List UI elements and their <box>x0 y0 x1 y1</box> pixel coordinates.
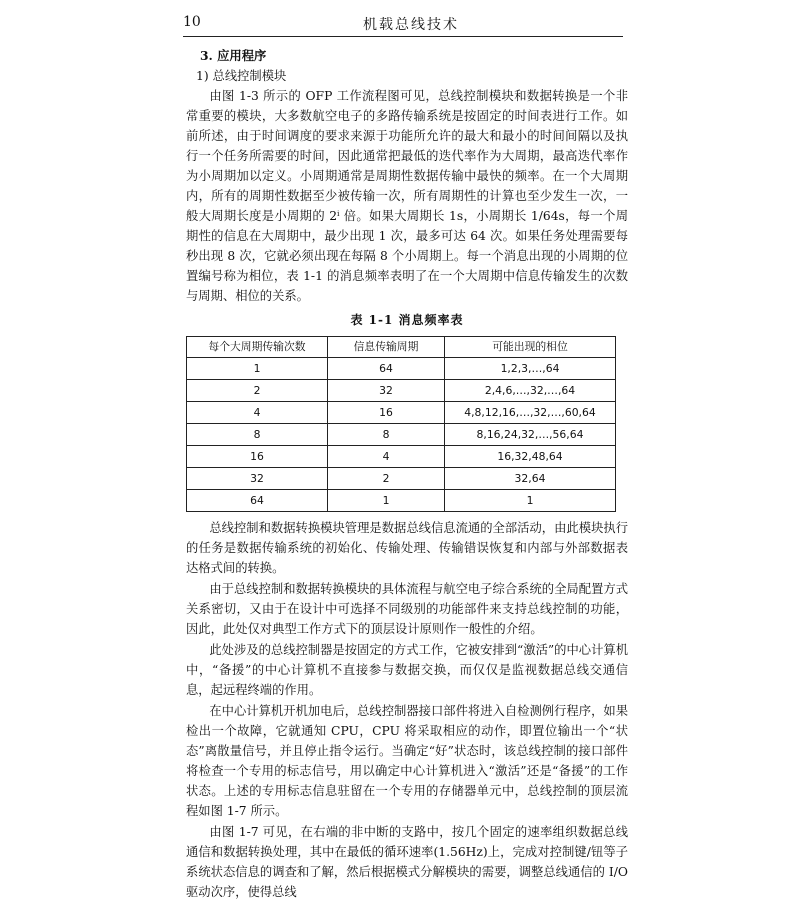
table-cell: 2 <box>328 468 445 490</box>
table-caption: 表 1-1 消息频率表 <box>350 313 464 327</box>
table-cell: 32 <box>328 380 445 402</box>
table-row <box>187 468 616 490</box>
table-cell: 16 <box>187 446 328 468</box>
table-row <box>187 424 616 446</box>
table-row <box>187 490 616 512</box>
section-heading: 3. 应用程序 <box>200 48 267 63</box>
table-cell: 64 <box>328 358 445 380</box>
table-cell: 8,16,24,32,…,56,64 <box>445 424 616 446</box>
paragraph: 在中心计算机开机加电后，总线控制器接口部件将进入自检测例行程序，如果检出一个故障，它就通知 CPU，CPU 将采取相应的动作，即置位输出一个“状态”离散量信号，并且停止指令运行。当确定“好”状态时，该总线控制的接口部件将检查一个专用的标志信号，用以确定中心计算机进入“激活”还是“备援”的工作状态。上述的专用标志信息驻留在一个专用的存储器单元中，总线控制的顶层流程如图 1-7 所示。 <box>186 704 628 818</box>
table-cell: 2,4,6,…,32,…,64 <box>445 380 616 402</box>
header-rule <box>183 36 623 37</box>
table-cell: 16,32,48,64 <box>445 446 616 468</box>
table-cell: 4,8,12,16,…,32,…,60,64 <box>445 402 616 424</box>
table-cell: 64 <box>187 490 328 512</box>
table-row <box>187 402 616 424</box>
message-frequency-table <box>186 336 616 512</box>
table-header-cell: 可能出现的相位 <box>445 337 616 358</box>
book-title: 机载总线技术 <box>363 17 459 33</box>
table-header-row <box>187 337 616 358</box>
table-cell: 2 <box>187 380 328 402</box>
table-cell: 1 <box>328 490 445 512</box>
table-cell: 32 <box>187 468 328 490</box>
paragraph: 由于总线控制和数据转换模块的具体流程与航空电子综合系统的全局配置方式关系密切，又由于在设计中可选择不同级别的功能部件来支持总线控制的功能，因此，此处仅对典型工作方式下的顶层设计原则作一般性的介绍。 <box>186 582 628 636</box>
table-cell: 1 <box>445 490 616 512</box>
table-row <box>187 446 616 468</box>
paragraph: 由图 1-7 可见，在右端的非中断的支路中，按几个固定的速率组织数据总线通信和数据转换处理，其中在最低的循环速率(1.56Hz)上，完成对控制键/钮等子系统状态信息的调查和了解，然后根据模式分解模块的需要，调整总线通信的 I/O 驱动次序，使得总线 <box>186 825 628 899</box>
paragraph: 此处涉及的总线控制器是按固定的方式工作，它被安排到“激活”的中心计算机中，“备援”的中心计算机不直接参与数据交换，而仅仅是监视数据总线交通信息，起远程终端的作用。 <box>186 643 628 697</box>
table-cell: 1,2,3,…,64 <box>445 358 616 380</box>
table-cell: 4 <box>328 446 445 468</box>
table-cell: 8 <box>328 424 445 446</box>
running-header <box>183 12 623 34</box>
table-row <box>187 380 616 402</box>
table-cell: 32,64 <box>445 468 616 490</box>
table-cell: 1 <box>187 358 328 380</box>
paragraph: 由图 1-3 所示的 OFP 工作流程图可见，总线控制模块和数据转换是一个非常重要的模块，大多数航空电子的多路传输系统是按固定的时间表进行工作。如前所述，由于时间调度的要求来源于功能所允许的最大和最小的时间间隔以及执行一个任务所需要的时间，因此通常把最低的迭代率作为大周期，最高迭代率作为小周期加以定义。小周期通常是周期性数据传输中最快的频率。在一个大周期内，所有的周期性数据至少被传输一次，所有周期性的计算也至少发生一次，一般大周期长度是小周期的 2ⁱ 倍。如果大周期长 1s，小周期长 1/64s，每一个周期性的信息在大周期中，最少出现 1 次，最多可达 64 次。如果任务处理需要每秒出现 8 次，它就必须出现在每隔 8 个小周期上。每一个消息出现的小周期的位置编号称为相位，表 1-1 的消息频率表明了在一个大周期中信息传输发生的次数与周期、相位的关系。 <box>186 89 628 303</box>
table-cell: 16 <box>328 402 445 424</box>
page-number: 10 <box>183 14 201 30</box>
subsection-heading: 1) 总线控制模块 <box>196 69 287 83</box>
paragraph: 总线控制和数据转换模块管理是数据总线信息流通的全部活动，由此模块执行的任务是数据传输系统的初始化、传输处理、传输错误恢复和内部与外部数据表达格式间的转换。 <box>186 521 628 575</box>
table-header-cell: 每个大周期传输次数 <box>187 337 328 358</box>
table-cell: 4 <box>187 402 328 424</box>
table-row <box>187 358 616 380</box>
table-cell: 8 <box>187 424 328 446</box>
table-header-cell: 信息传输周期 <box>328 337 445 358</box>
page-body <box>186 46 628 902</box>
